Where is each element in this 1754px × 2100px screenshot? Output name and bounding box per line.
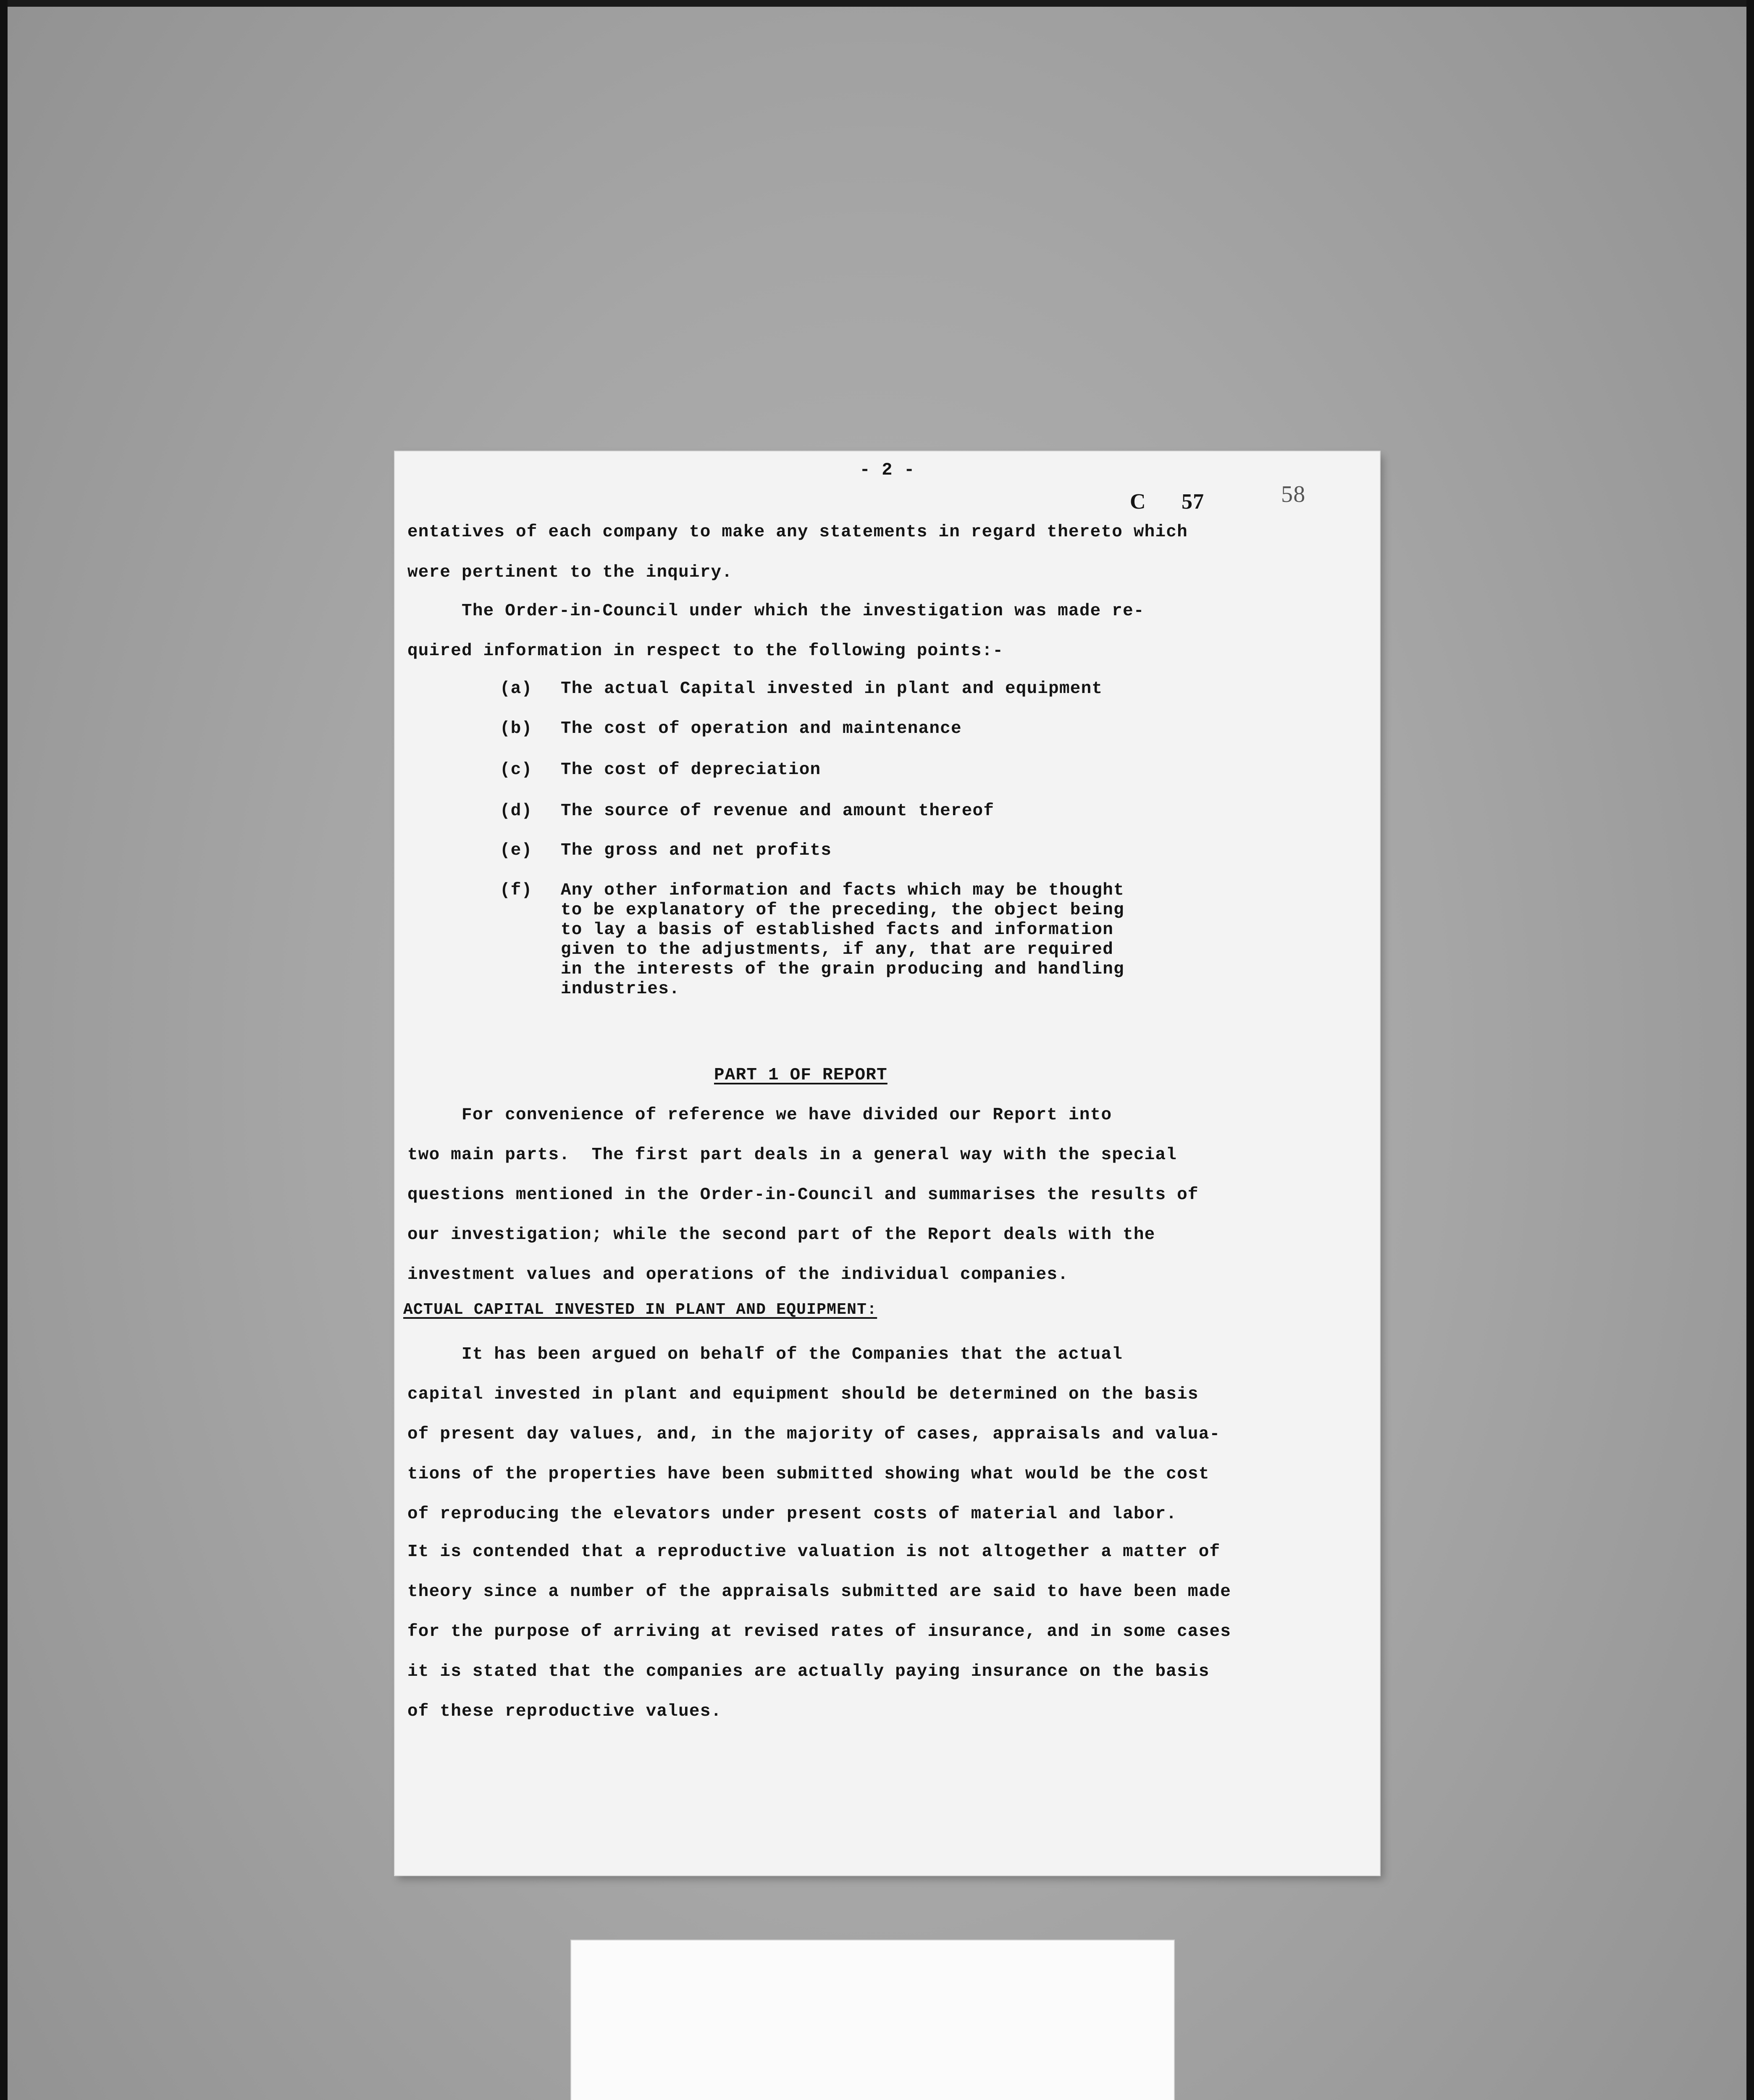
body-line: of present day values, and, in the majority of cases, appraisals and valua- xyxy=(407,1425,1221,1444)
point-label: (a) xyxy=(500,679,533,698)
body-line: quired information in respect to the following points:- xyxy=(407,641,1004,661)
point-text: The gross and net profits xyxy=(561,841,832,860)
point-text: to lay a basis of established facts and information xyxy=(561,920,1114,940)
point-text: to be explanatory of the preceding, the object being xyxy=(561,900,1124,920)
body-line: it is stated that the companies are actually paying insurance on the basis xyxy=(407,1662,1210,1681)
body-line: investment values and operations of the individual companies. xyxy=(407,1265,1069,1284)
body-line: were pertinent to the inquiry. xyxy=(407,563,733,582)
point-text: industries. xyxy=(561,979,680,999)
body-line: for the purpose of arriving at revised rates of insurance, and in some cases xyxy=(407,1622,1231,1641)
point-text: given to the adjustments, if any, that are required xyxy=(561,940,1114,959)
point-text: Any other information and facts which may be thought xyxy=(561,881,1124,900)
film-edge-left xyxy=(0,0,8,2100)
body-line: The Order-in-Council under which the investigation was made re- xyxy=(407,601,1145,621)
point-text: The source of revenue and amount thereof xyxy=(561,801,995,821)
body-line: For convenience of reference we have divided our Report into xyxy=(407,1105,1112,1125)
point-text: The actual Capital invested in plant and equipment xyxy=(561,679,1103,698)
file-reference: C 57 xyxy=(1130,490,1205,514)
body-line: of these reproductive values. xyxy=(407,1702,722,1721)
point-text: The cost of operation and maintenance xyxy=(561,719,962,738)
body-line: questions mentioned in the Order-in-Council and summarises the results of xyxy=(407,1185,1199,1205)
body-line: capital invested in plant and equipment should be determined on the basis xyxy=(407,1385,1199,1404)
point-label: (b) xyxy=(500,719,533,738)
point-label: (d) xyxy=(500,801,533,821)
part-heading: PART 1 OF REPORT xyxy=(714,1066,888,1085)
body-line: two main parts. The first part deals in a general way with the special xyxy=(407,1145,1177,1165)
point-label: (f) xyxy=(500,881,533,900)
point-text: in the interests of the grain producing and handling xyxy=(561,960,1124,979)
stamp-number: 58 xyxy=(1281,481,1306,507)
point-text: The cost of depreciation xyxy=(561,760,821,780)
film-edge-top xyxy=(0,0,1754,7)
typed-document-page xyxy=(395,452,1380,1875)
archive-label-card xyxy=(571,1940,1174,2100)
body-line: entatives of each company to make any statements in regard thereto which xyxy=(407,522,1188,542)
point-label: (c) xyxy=(500,760,533,780)
film-edge-right xyxy=(1746,0,1754,2100)
capital-heading: ACTUAL CAPITAL INVESTED IN PLANT AND EQUIPMENT: xyxy=(403,1301,877,1319)
body-line: It is contended that a reproductive valuation is not altogether a matter of xyxy=(407,1542,1221,1562)
body-line: our investigation; while the second part of the Report deals with the xyxy=(407,1225,1155,1244)
body-line: tions of the properties have been submitted showing what would be the cost xyxy=(407,1465,1210,1484)
body-line: of reproducing the elevators under present costs of material and labor. xyxy=(407,1504,1177,1524)
page-number: - 2 - xyxy=(859,460,915,480)
body-line: It has been argued on behalf of the Companies that the actual xyxy=(407,1345,1123,1364)
point-label: (e) xyxy=(500,841,533,860)
body-line: theory since a number of the appraisals submitted are said to have been made xyxy=(407,1582,1231,1601)
